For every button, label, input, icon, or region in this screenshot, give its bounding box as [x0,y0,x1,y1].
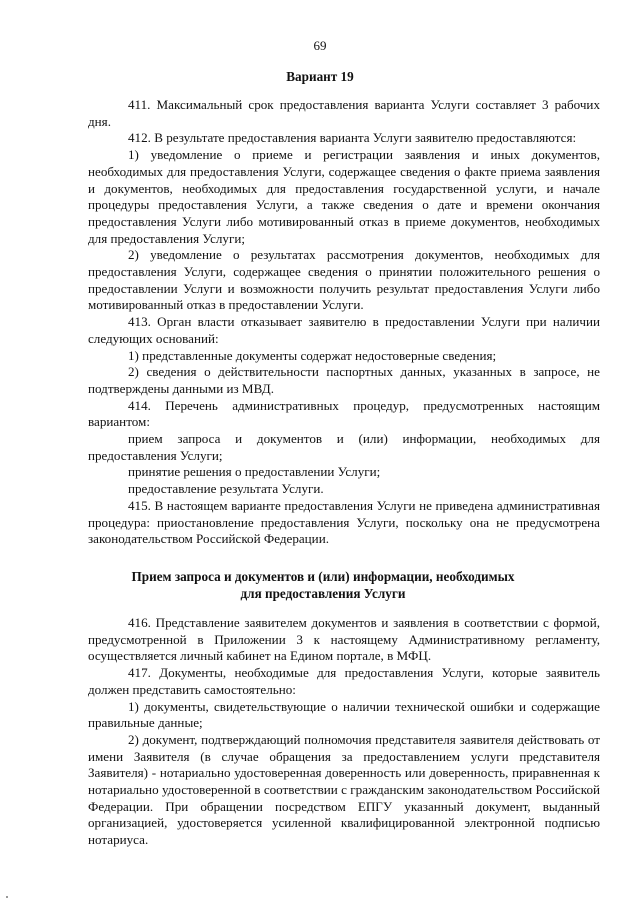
page-number: 69 [313,38,327,53]
paragraph-413-item-1: 1) представленные документы содержат недостоверные сведения; [128,347,497,363]
paragraph-414-item-3: предоставление результата Услуги. [128,481,324,497]
paragraph-416: 416. Представление заявителем документов и заявления в соответствии с формой, предусмотренной в Приложении 3 к настоящему Административному регламенту, осуществляется личный кабинет на Едином портале, в МФЦ. [88,615,600,664]
paragraph-411: 411. Максимальный срок предоставления варианта Услуги составляет 3 рабочих дня. [88,97,600,129]
section-2-heading: Прием запроса и документов и (или) информации, необходимых для предоставления Услуги [131,569,515,601]
margin-mark [6,896,8,898]
paragraph-412-item-1: 1) уведомление о приеме и регистрации заявления и иных документов, необходимых для предоставления Услуги, содержащее сведения о факте приема заявления и документов, необходимых для предоставления государственной услуги, и начале процедуры предоставления Услуги, а также сведения о дате и времени окончания предоставления Услуги либо мотивированный отказ в приеме документов, необходимых для предоставления Услуги; [88,147,600,246]
paragraph-413: 413. Орган власти отказывает заявителю в предоставлении Услуги при наличии следующих оснований: [88,314,600,346]
paragraph-414-item-2: принятие решения о предоставлении Услуги; [128,464,381,480]
paragraph-412: 412. В результате предоставления варианта Услуги заявителю предоставляются: [128,130,577,146]
paragraph-417-item-1: 1) документы, свидетельствующие о наличии технической ошибки и содержащие правильные данные; [88,698,600,731]
paragraph-417: 417. Документы, необходимые для предоставления Услуги, которые заявитель должен представить самостоятельно: [88,665,600,697]
paragraph-417-item-2: 2) документ, подтверждающий полномочия представителя заявителя действовать от имени Заявителя (в случае обращения за предоставлением услуги представителя Заявителя) - нотариально удостоверенная доверенность или доверенность, приравненная к нотариально удостоверенной в соответствии с гражданским законодательством Российской Федерации. При обращении посредством ЕПГУ указанный документ, выданный организацией, удостоверяется усиленной квалифицированной электронной подписью нотариуса. [88,731,600,848]
variant-heading: Вариант 19 [286,69,354,84]
paragraph-413-item-2: 2) сведения о действительности паспортных данных, указанных в запросе, не подтверждены данными из МВД. [88,364,600,396]
paragraph-412-item-2: 2) уведомление о результатах рассмотрения документов, необходимых для предоставления Услуги, содержащее сведения о принятии положительного решения о предоставлении Услуги и возможности получить результат предоставления Услуги либо мотивированный отказ в предоставлении Услуги. [88,247,600,313]
paragraph-415: 415. В настоящем варианте предоставления Услуги не приведена административная процедура: приостановление предоставления Услуги, поскольку она не предусмотрена законодательством Российской Федерации. [88,497,600,547]
section-1-body [88,97,600,548]
section-2-body [88,615,600,849]
paragraph-414: 414. Перечень административных процедур, предусмотренных настоящим вариантом: [88,397,600,430]
paragraph-414-item-1: прием запроса и документов и (или) информации, необходимых для предоставления Услуги; [88,431,600,463]
